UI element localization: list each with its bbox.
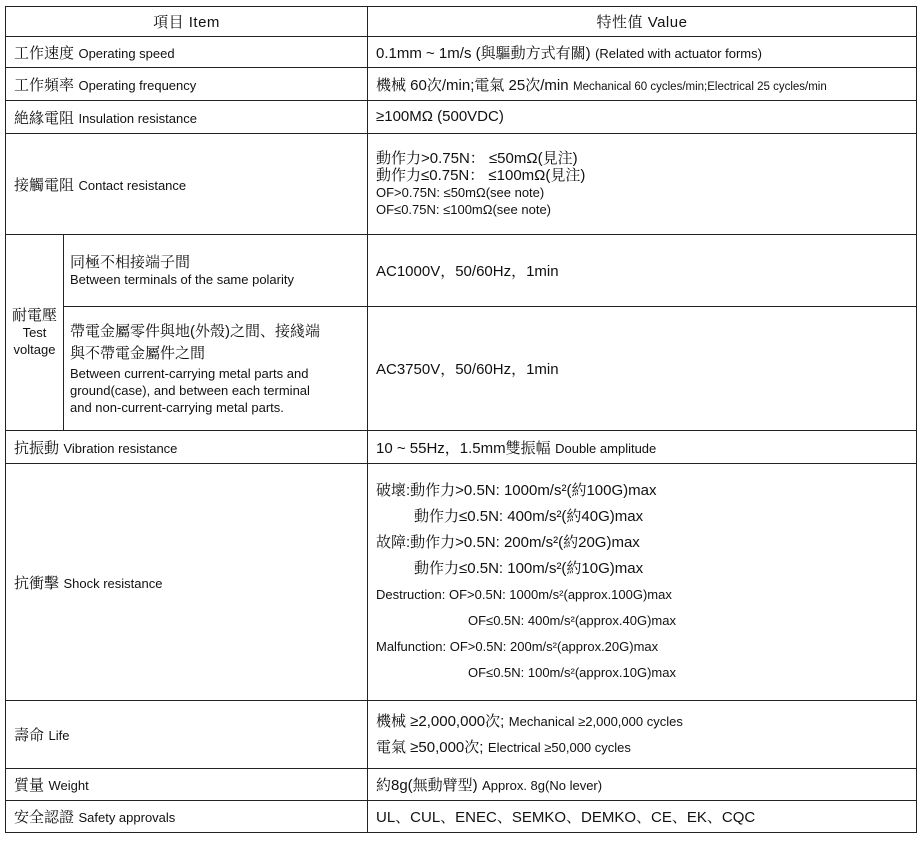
safety-value: UL、CUL、ENEC、SEMKO、DEMKO、CE、EK、CQC bbox=[368, 801, 917, 833]
row-weight bbox=[6, 769, 917, 801]
shock-value: 破壞:動作力>0.5N: 1000m/s²(約100G)max 動作力≤0.5N: 400m/s²(約40G)max 故障:動作力>0.5N: 200m/s²(約20G)max 動作力≤0.5N: 100m/s²(約10G)max Destruction: OF>0.5N: 1000m/s²(approx.100G)max OF≤0.5N: 400m/s²(approx.40G)max Malfunction: OF>0.5N: 200m/s²(approx.20G)max OF≤0.5N: 100m/s²(approx.10G)max bbox=[368, 464, 917, 701]
life-value: 機械 ≥2,000,000次; Mechanical ≥2,000,000 cycles 電氣 ≥50,000次; Electrical ≥50,000 cycles bbox=[368, 701, 917, 769]
insulation-label: 絶緣電阻 Insulation resistance bbox=[6, 101, 368, 134]
test-voltage-sub2-value: AC3750V，50/60Hz，1min bbox=[368, 307, 917, 431]
speed-label: 工作速度 Operating speed bbox=[6, 37, 368, 68]
row-operating-frequency bbox=[6, 68, 917, 101]
frequency-value: 機械 60次/min;電氣 25次/min Mechanical 60 cycles/min;Electrical 25 cycles/min bbox=[368, 68, 917, 101]
row-contact-resistance bbox=[6, 134, 917, 235]
contact-value: 動作力>0.75N： ≤50mΩ(見注) 動作力≤0.75N： ≤100mΩ(見注) OF>0.75N: ≤50mΩ(see note) OF≤0.75N: ≤100mΩ(see note) bbox=[368, 134, 917, 235]
row-life bbox=[6, 701, 917, 769]
row-vibration-resistance bbox=[6, 431, 917, 464]
test-voltage-label: 耐電壓 Test voltage bbox=[6, 235, 64, 431]
spec-table bbox=[5, 6, 917, 833]
row-safety-approvals bbox=[6, 801, 917, 833]
shock-label: 抗衝擊 Shock resistance bbox=[6, 464, 368, 701]
row-shock-resistance bbox=[6, 464, 917, 701]
test-voltage-sub2-label: 帶電金屬零件與地(外殼)之間、接綫端 與不帶電金屬件之間 Between current-carrying metal parts and ground(case), and between each terminal and non-current-carrying metal parts. bbox=[64, 307, 368, 431]
contact-label: 接觸電阻 Contact resistance bbox=[6, 134, 368, 235]
test-voltage-sub1-value: AC1000V，50/60Hz，1min bbox=[368, 235, 917, 307]
header-value: 特性值 Value bbox=[368, 7, 917, 37]
speed-value: 0.1mm ~ 1m/s (與驅動方式有關) (Related with actuator forms) bbox=[368, 37, 917, 68]
test-voltage-sub1-label: 同極不相接端子間 Between terminals of the same polarity bbox=[64, 235, 368, 307]
row-test-voltage-1 bbox=[6, 235, 917, 307]
life-label: 壽命 Life bbox=[6, 701, 368, 769]
row-operating-speed bbox=[6, 37, 917, 68]
frequency-label: 工作頻率 Operating frequency bbox=[6, 68, 368, 101]
row-insulation-resistance bbox=[6, 101, 917, 134]
vibration-value: 10 ~ 55Hz，1.5mm雙振幅 Double amplitude bbox=[368, 431, 917, 464]
insulation-value: ≥100MΩ (500VDC) bbox=[368, 101, 917, 134]
row-test-voltage-2 bbox=[6, 307, 917, 431]
header-row bbox=[6, 7, 917, 37]
vibration-label: 抗振動 Vibration resistance bbox=[6, 431, 368, 464]
weight-label: 質量 Weight bbox=[6, 769, 368, 801]
weight-value: 約8g(無動臂型) Approx. 8g(No lever) bbox=[368, 769, 917, 801]
safety-label: 安全認證 Safety approvals bbox=[6, 801, 368, 833]
header-item: 項目 Item bbox=[6, 7, 368, 37]
